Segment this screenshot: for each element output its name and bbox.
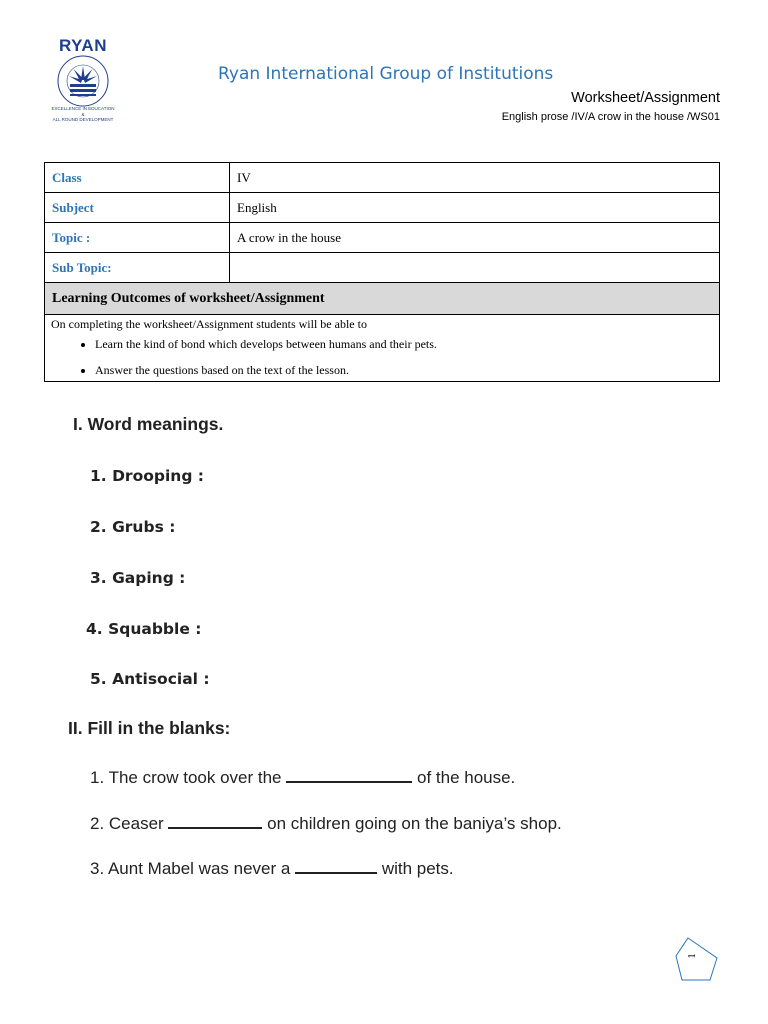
fill-in-the-blanks-heading: II. Fill in the blanks: [68,718,231,738]
page-number-badge-icon [672,936,718,982]
logo-tagline-line: ALL ROUND DEVELOPMENT [52,117,114,122]
class-label: Class [45,163,230,193]
worksheet-code: English prose /IV/A crow in the house /WS01 [501,111,720,123]
sub-topic-value [230,253,720,283]
logo-tagline [50,106,116,123]
sunburst-emblem-icon [56,54,110,108]
answer-blank[interactable] [286,768,412,783]
topic-value: A crow in the house [230,223,720,253]
learning-outcomes-list [51,337,713,377]
word-meaning-item: 3. Gaping : [90,569,186,587]
sentence-start: 3. Aunt Mabel was never a [90,859,291,878]
fill-blank-sentence [90,768,515,788]
word-meanings-heading: I. Word meanings. [73,414,224,434]
class-value: IV [230,163,720,193]
word-meaning-item: 5. Antisocial : [90,670,210,688]
answer-blank[interactable] [168,814,262,829]
word-meaning-item: 2. Grubs : [90,518,176,536]
topic-label: Topic : [45,223,230,253]
word-meaning-item: 1. Drooping : [90,467,205,485]
answer-blank[interactable] [295,859,377,874]
sentence-start: 2. Ceaser [90,814,164,833]
sentence-end: of the house. [416,768,516,787]
learning-outcomes-header-row [45,283,720,315]
learning-outcomes-intro: On completing the worksheet/Assignment students will be able to [51,317,367,331]
logo-tagline-line: EXCELLENCE IN EDUCATION [51,106,115,111]
worksheet-info-table [44,162,720,382]
fill-blank-sentence [90,814,562,834]
sentence-start: 1. The crow took over the [90,768,282,787]
list-item: • Answer the questions based on the text of the lesson. [95,363,713,377]
page-number: 1 [685,953,698,959]
table-row [45,193,720,223]
logo-wordmark: RYAN [59,36,107,55]
school-logo [50,36,116,122]
word-meaning-item: 4. Squabble : [86,620,202,638]
learning-outcomes-body-row [45,315,720,382]
table-row [45,223,720,253]
subject-label: Subject [45,193,230,223]
organization-name: Ryan International Group of Institutions [218,64,554,84]
table-row [45,253,720,283]
sentence-end: on children going on the baniya’s shop. [267,814,562,833]
learning-outcomes-cell [45,315,720,382]
subject-value: English [230,193,720,223]
logo-tagline-line: & [81,111,85,117]
sub-topic-label: Sub Topic: [45,253,230,283]
learning-outcomes-heading: Learning Outcomes of worksheet/Assignment [45,283,720,315]
sentence-end: with pets. [381,859,454,878]
fill-blank-sentence [90,859,454,879]
table-row [45,163,720,193]
list-item: • Learn the kind of bond which develops between humans and their pets. [95,337,713,351]
worksheet-title: Worksheet/Assignment [571,90,720,106]
